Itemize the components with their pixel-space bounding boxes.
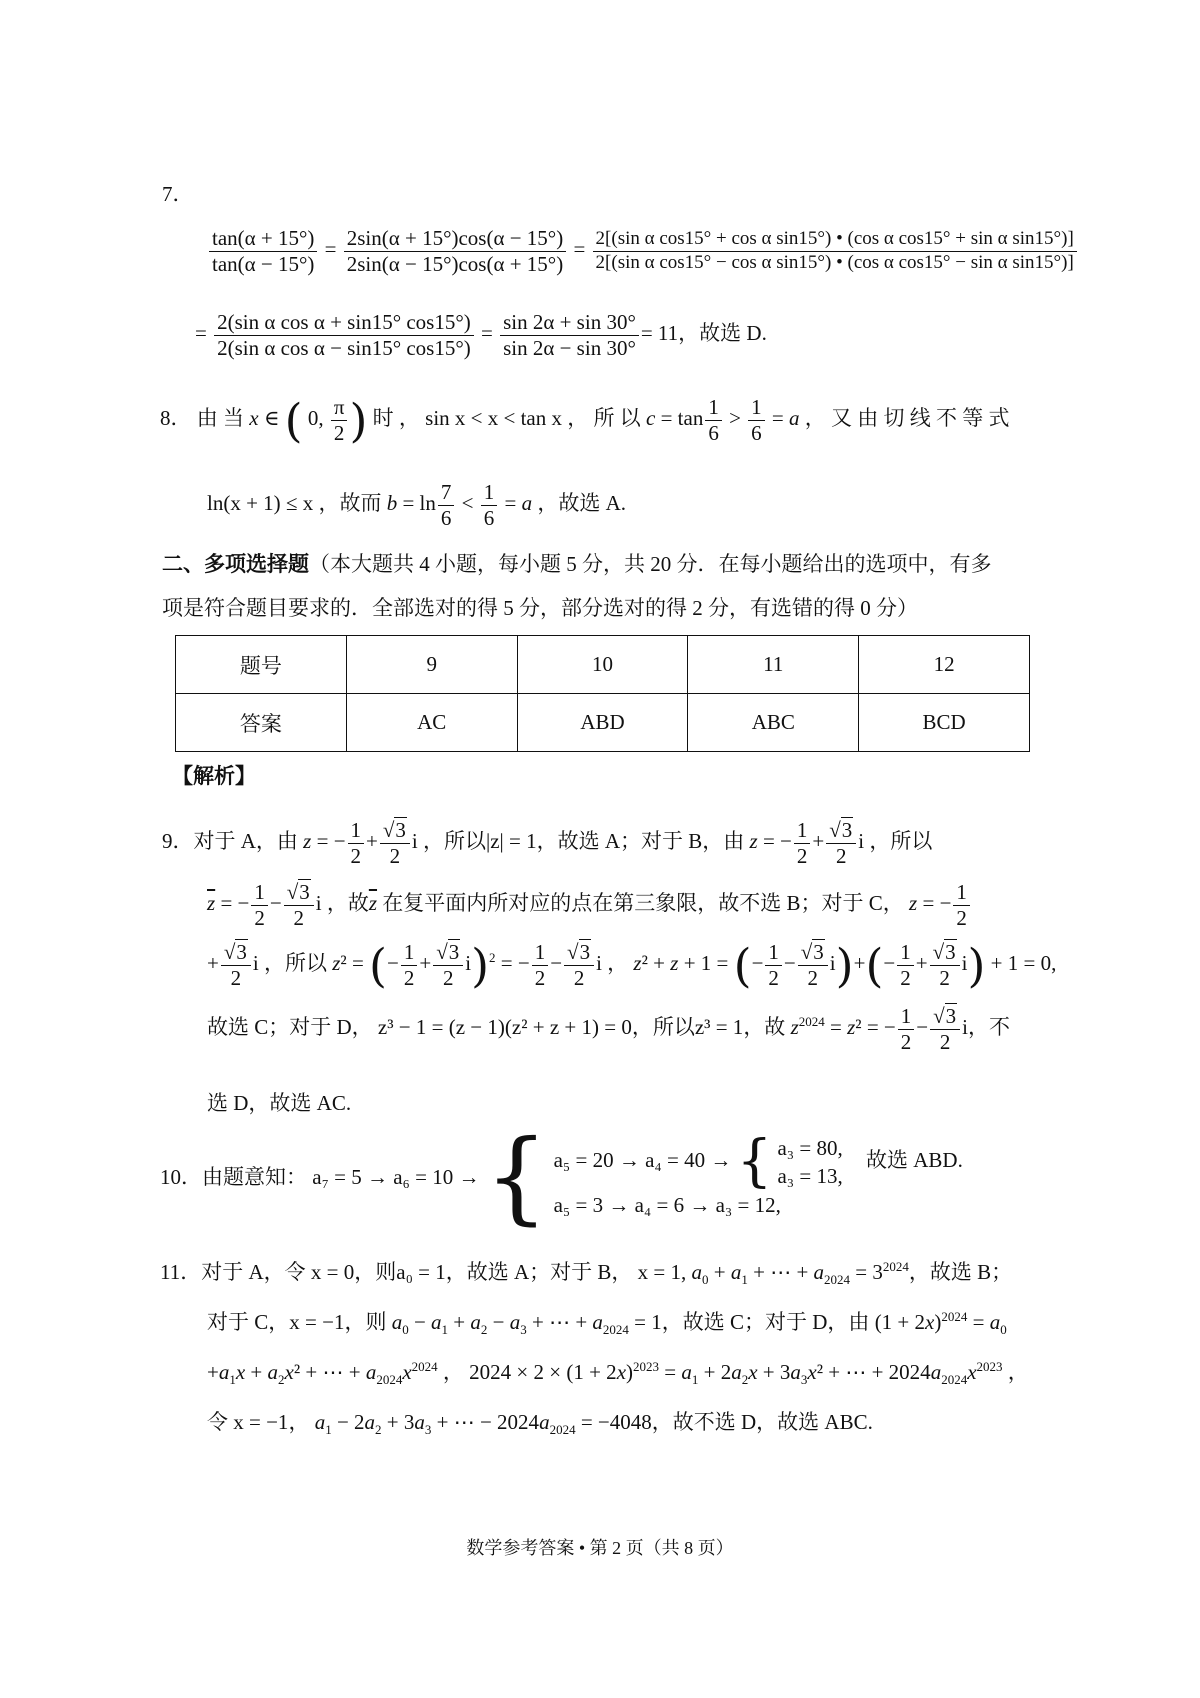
q9-line1: 9．对于 A，由 z = − $\frac{1}{2}$ + $\frac{√3}{2}$ i ，所以|z| = 1，故选 A；对于 B，由 z = − $\frac{1}{2}$ + $\frac{√3}{2}$ i ，所以 [162,818,933,868]
q7-fraction-sin-cos: $\frac{2\sin(\alpha + 15^\circ)\cos(\alpha - 15^\circ)}{2\sin(\alpha - 15^\circ)\cos(\alpha + 15^\circ)}$ [344,226,566,277]
q7-fraction-expanded: 2[(sin α cos15° + cos α sin15°) • (cos α cos15° + sin α sin15°)] 2[(sin α cos15° − cos α sin15°) • (cos α cos15° − sin α sin15°)] [593,228,1077,274]
q8-line1: 8． 由 当 x ∈ ( 0, $\frac{\pi}{2}$ ) 时 ， sin x < x < tan x ， 所 以 c = tan $\frac{1}{6}$ > $\frac{1}{6}$ = a ， 又 由 切 线 不 等 式 [160,393,1010,448]
section2-line1: 二、多项选择题（本大题共 4 小题，每小题 5 分，共 20 分．在每小题给出的选项中，有多 [162,552,992,576]
q11-line2: 对于 C，x = −1，则 $a_0 - a_1 + a_2 - a_3$ + ⋯ + $a_{2024} = 1$，故选 C；对于 D，由 $(1 + 2x)^{2024} = a_0$ [207,1309,1007,1338]
q10-cases: a₅ = 20 → a₄ = 40 → { a₃ = 80, a₃ = 13, 故选 ABD. a₅ = 3 → a₄ = 6 → a₃ = 12, [553,1129,963,1217]
q7-fraction-product: $\frac{\text{2(sin α cos α + sin15° cos15°)}}{\text{2(sin α cos α − sin15° cos15°)}}$ [214,310,474,361]
table-row [176,636,1030,694]
table-row [176,694,1030,752]
table-cell: 11 [688,636,859,694]
q9-number: 9． [162,829,194,854]
q11-line1: 11．对于 A，令 x = 0，则a₀ = 1，故选 A；对于 B， x = 1, $a_0 + a_1$ + ⋯ + $a_{2024} = 3^{2024}$，故选 B； [160,1259,1013,1288]
page-footer: 数学参考答案 • 第 2 页（共 8 页） [466,1538,734,1558]
section2-heading: 二、多项选择题 [162,552,309,576]
q7-conclusion: ，故选 D. [678,321,767,346]
table-cell: AC [346,694,517,752]
q7-equation-line2: = $\frac{\text{2(sin α cos α + sin15° cos15°)}}{\text{2(sin α cos α − sin15° cos15°)}}$ = $\frac{\sin 2\alpha + \sin 30^\circ}{\sin 2\alpha - \sin 30^\circ}$ = 11，故选 D. [195,310,767,360]
q7-result: = 11 [640,321,679,346]
q8-number: 8． [160,406,192,431]
q7-number: 7． [162,182,194,206]
table-cell: 10 [517,636,688,694]
q7-equation-line1: $\frac{\tan(\alpha + 15^\circ)}{\tan(\alpha - 15^\circ)}$ = $\frac{2\sin(\alpha + 15^\circ)\cos(\alpha - 15^\circ)}{2\sin(\alpha - 15^\circ)\cos(\alpha + 15^\circ)}$ = 2[(sin α cos15° + cos α sin15°) • (cos α cos15° + sin α sin15°)] 2[(sin α cos15° − cos α sin15°) • (cos α cos15° − sin α sin15°)] [207,226,1079,277]
table-cell: ABD [517,694,688,752]
q9-line2: $\overline{z}$ = − $\frac{1}{2}$ − $\frac{√3}{2}$ i ，故$\overline{z}$ 在复平面内所对应的点在第三象限，故不选 B；对于 C， z = − $\frac{1}{2}$ [207,880,972,931]
q10-line: 10．由题意知： a₇ = 5 → a₆ = 10 → { a₅ = 20 → a₄ = 40 → { a₃ = 80, a₃ = 13, 故选 ABD. a₅ = 3 → a₄ = 6 → a₃ = 12, [160,1118,963,1235]
section2-line2: 项是符合题目要求的．全部选对的得 5 分，部分选对的得 2 分，有选错的得 0 分） [162,596,918,620]
analysis-label: 【解析】 [172,764,256,788]
table-cell: 9 [346,636,517,694]
q9-line4: 故选 C；对于 D， z³ − 1 = (z − 1)(z² + z + 1) = 0，所以z³ = 1，故 $z^{2024} = z^2$ = − $\frac{1}{2}$ − $\frac{√3}{2}$ i，不 [207,1004,1010,1054]
q7-fraction-sin2a: $\frac{\sin 2\alpha + \sin 30^\circ}{\sin 2\alpha - \sin 30^\circ}$ [500,310,639,361]
q8-line2: ln(x + 1) ≤ x ，故而 b = ln $\frac{7}{6}$ < $\frac{1}{6}$ = a ，故选 A. [207,480,626,530]
table-header-cell: 题号 [176,636,347,694]
table-cell: ABC [688,694,859,752]
table-header-cell: 答案 [176,694,347,752]
table-cell: BCD [859,694,1030,752]
q9-line3: + $\frac{√3}{2}$ i ，所以 z² = (− $\frac{1}{2}$ + $\frac{√3}{2}$ i)$^2$ = − $\frac{1}{2}$ − $\frac{√3}{2}$ i ， z² + z + 1 = (− $\frac{1}{2}$ − $\frac{√3}{2}$ i)+(− $\frac{1}{2}$ + $\frac{√3}{2}$ i) + 1 = 0, [207,938,1057,993]
q11-line4: 令 x = −1， $a_1 - 2a_2 + 3a_3$ + ⋯ − $2024a_{2024} = -4048$，故不选 D，故选 ABC. [207,1410,873,1438]
q11-number: 11． [160,1260,202,1284]
q7-fraction-tan-ratio: $\frac{\tan(\alpha + 15^\circ)}{\tan(\alpha - 15^\circ)}$ [209,226,317,277]
answer-table [175,635,1030,752]
q9-line5: 选 D，故选 AC. [207,1091,352,1115]
q10-number: 10． [160,1165,202,1189]
table-cell: 12 [859,636,1030,694]
q11-line3: $+a_1x + a_2x^2$ + ⋯ + $a_{2024}x^{2024}$ ， $2024 \times 2 \times (1 + 2x)^{2023} = a_1 + 2a_2x + 3a_3x^2$ + ⋯ + $2024a_{2024}x^{2023}$ ， [207,1359,1029,1388]
q10-conclusion: 故选 ABD. [865,1147,963,1172]
